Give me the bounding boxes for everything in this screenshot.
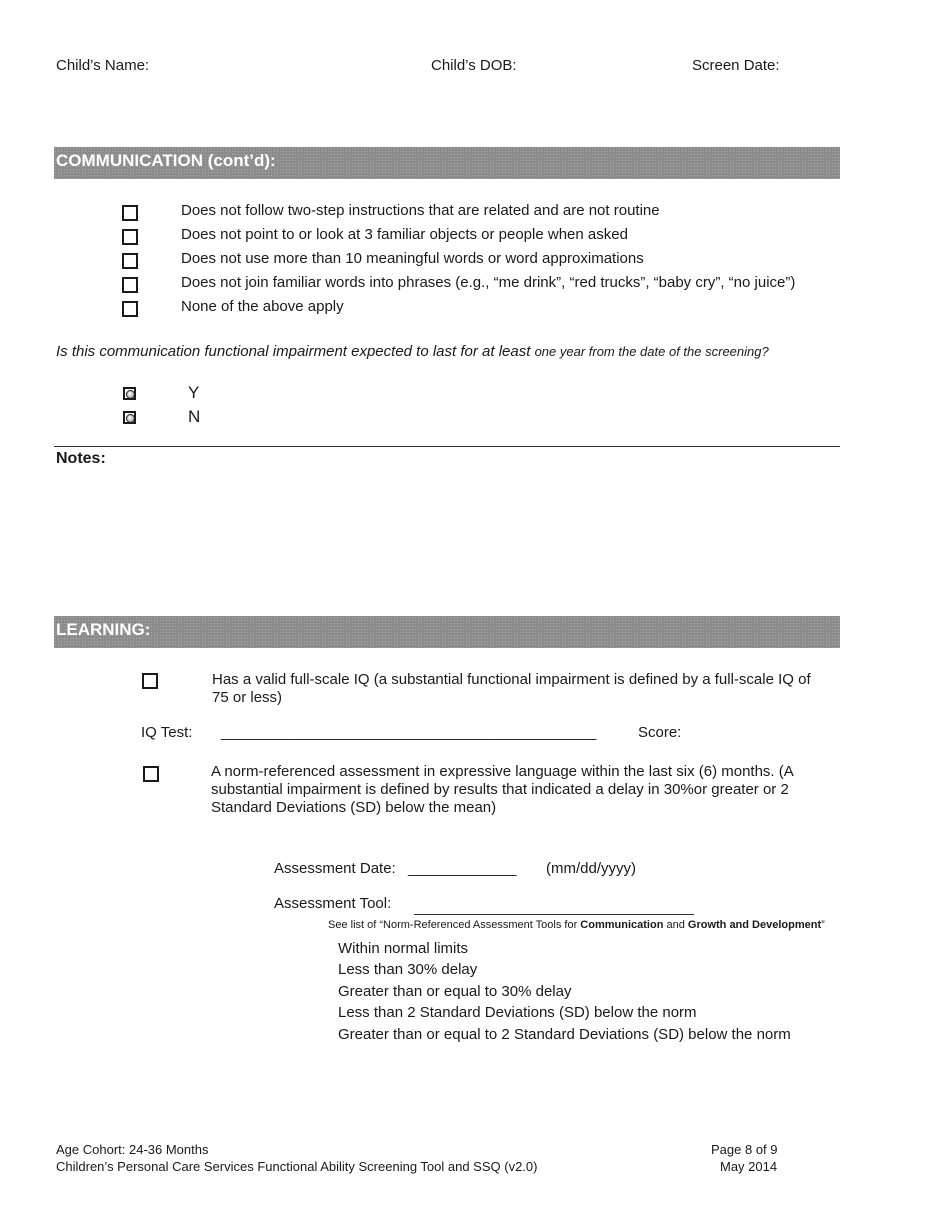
communication-item-2: Does not point to or look at 3 familiar objects or people when asked — [181, 226, 628, 243]
learning-section-title: LEARNING: — [56, 620, 151, 639]
footer-page-number: Page 8 of 9 — [711, 1142, 778, 1157]
assessment-date-label: Assessment Date: — [274, 860, 396, 877]
see-list-prefix: See list of “Norm-Referenced Assessment Tools for — [328, 919, 581, 931]
assessment-date-field[interactable]: _____________ — [408, 860, 517, 877]
option-y-radio[interactable] — [123, 387, 136, 400]
communication-checkbox-5[interactable] — [122, 301, 138, 317]
iq-checkbox[interactable] — [142, 673, 158, 689]
communication-item-4: Does not join familiar words into phrases (e.g., “me drink”, “red trucks”, “baby cry”, “no juice”) — [181, 274, 796, 291]
communication-item-3: Does not use more than 10 meaningful words or word approximations — [181, 250, 644, 267]
result-option-3[interactable]: Greater than or equal to 30% delay — [338, 983, 572, 1000]
footer-date: May 2014 — [720, 1159, 778, 1174]
screen-date-label: Screen Date: — [692, 57, 780, 74]
result-option-2[interactable]: Less than 30% delay — [338, 961, 478, 978]
option-n-label: N — [188, 407, 201, 426]
notes-label: Notes: — [56, 450, 106, 467]
childs-dob-label: Child’s DOB: — [431, 57, 517, 74]
impairment-question — [56, 343, 769, 360]
communication-section-header — [54, 147, 840, 179]
impairment-question-part2: one year from the date of the screening? — [534, 344, 769, 359]
communication-checkbox-1[interactable] — [122, 205, 138, 221]
see-list-communication: Communication — [580, 919, 664, 931]
option-y-label: Y — [188, 383, 200, 402]
communication-checkbox-3[interactable] — [122, 253, 138, 269]
result-option-4[interactable]: Less than 2 Standard Deviations (SD) below the norm — [338, 1004, 697, 1021]
communication-item-1: Does not follow two-step instructions that are related and are not routine — [181, 202, 660, 219]
norm-assessment-checkbox[interactable] — [143, 766, 159, 782]
iq-item-text: Has a valid full-scale IQ (a substantial functional impairment is defined by a full-scale IQ of 75 or less) — [212, 671, 811, 706]
assessment-tool-label: Assessment Tool: — [274, 895, 392, 912]
impairment-question-part1: Is this communication functional impairment expected to last for at least — [56, 343, 531, 360]
norm-assessment-text: A norm-referenced assessment in expressive language within the last six (6) months. (A substantial impairment is defined by results that indicated a delay in 30%or greater or 2 Standard Deviations (SD) below the mean) — [211, 763, 793, 816]
footer-age-cohort: Age Cohort: 24-36 Months — [56, 1142, 209, 1157]
see-list-and: and — [663, 919, 688, 931]
score-label: Score: — [638, 724, 682, 741]
notes-divider — [54, 446, 840, 447]
see-list-growth: Growth and Development — [687, 919, 822, 931]
childs-name-label: Child’s Name: — [56, 57, 150, 74]
communication-item-none: None of the above apply — [181, 298, 344, 315]
assessment-tool-field[interactable] — [414, 914, 694, 915]
learning-section-header — [54, 616, 840, 648]
iq-test-field[interactable]: _____________________________________________ — [221, 724, 597, 741]
result-option-1[interactable]: Within normal limits — [338, 940, 469, 957]
communication-section-title: COMMUNICATION (cont’d): — [56, 151, 276, 170]
communication-checkbox-4[interactable] — [122, 277, 138, 293]
communication-checkbox-2[interactable] — [122, 229, 138, 245]
see-list-note — [328, 919, 825, 931]
see-list-suffix: ” — [821, 919, 825, 931]
iq-test-label: IQ Test: — [141, 724, 193, 741]
result-option-5[interactable]: Greater than or equal to 2 Standard Deviations (SD) below the norm — [338, 1026, 791, 1043]
date-format-hint: (mm/dd/yyyy) — [546, 860, 636, 877]
footer-tool-title: Children’s Personal Care Services Functional Ability Screening Tool and SSQ (v2.0) — [56, 1159, 538, 1174]
option-n-radio[interactable] — [123, 411, 136, 424]
